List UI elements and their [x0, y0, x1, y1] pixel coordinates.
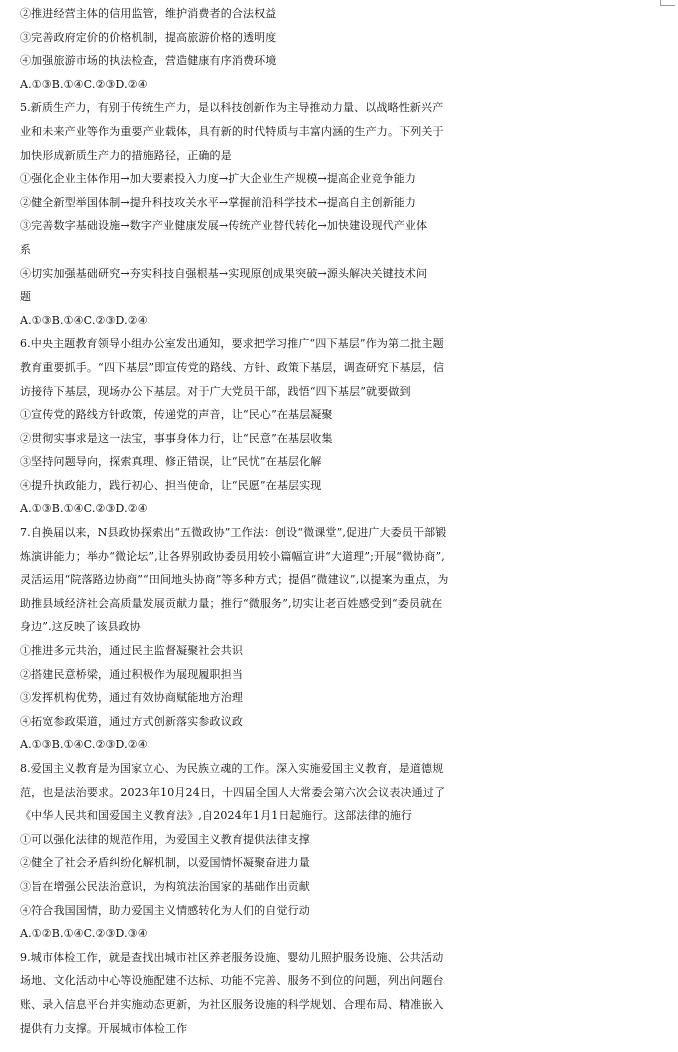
text-line: ③完善数字基础设施→数字产业健康发展→传统产业替代转化→加快建设现代产业体 [20, 219, 428, 233]
text-line: A.①③B.①④C.②③D.②④ [20, 738, 148, 752]
text-line: 6.中央主题教育领导小组办公室发出通知，要求把学习推广“四下基层”作为第二批主题 [20, 337, 444, 351]
text-line: 9.城市体检工作，就是查找出城市社区养老服务设施、婴幼儿照护服务设施、公共活动 [20, 950, 444, 964]
text-line: ③完善政府定价的价格机制，提高旅游价格的透明度 [20, 30, 277, 44]
text-line: ④加强旅游市场的执法检查，营造健康有序消费环境 [20, 54, 277, 68]
text-line: 助推县域经济社会高质量发展贡献力量；推行“微服务”,切实让老百姓感受到“委员就在 [20, 596, 443, 610]
text-line: 7.自换届以来，N县政协探索出“五微政协”工作法：创设“微课堂”,促进广大委员干部锻 [20, 526, 447, 540]
text-line: ②健全新型举国体制→提升科技攻关水平→掌握前沿科学技术→提高自主创新能力 [20, 195, 417, 209]
text-line: 题 [20, 290, 32, 304]
text-line: 范，也是法治要求。2023年10月24日，十四届全国人大常委会第六次会议表决通过了 [20, 785, 446, 799]
text-line: 提供有力支撑。开展城市体检工作 [20, 1021, 188, 1035]
text-line: 账、录入信息平台并实施动态更新，为社区服务设施的科学规划、合理布局、精准嵌入 [20, 997, 444, 1011]
question-text-block [20, 2, 670, 1040]
text-line: 8.爱国主义教育是为国家立心、为民族立魂的工作。深入实施爱国主义教育，是道德规 [20, 762, 444, 775]
text-line: ②推进经营主体的信用监管，维护消费者的合法权益 [20, 7, 277, 20]
text-line: 业和未来产业等作为重要产业载体，具有新的时代特质与丰富内涵的生产力。下列关于 [20, 124, 444, 138]
page-corner-mark [660, 0, 675, 6]
text-line: ④符合我国国情，助力爱国主义情感转化为人们的自觉行动 [20, 903, 310, 917]
text-line: 5.新质生产力，有别于传统生产力，是以科技创新作为主导推动力量、以战略性新兴产 [20, 101, 444, 115]
text-line: ④提升执政能力，践行初心、担当使命，让“民愿”在基层实现 [20, 478, 322, 492]
text-line: 身边”.这反映了该县政协 [20, 620, 141, 634]
text-line: ①宣传党的路线方针政策，传递党的声音，让“民心”在基层凝聚 [20, 408, 333, 422]
text-line: A.①③B.①④C.②③D.②④ [20, 77, 148, 91]
text-line: 加快形成新质生产力的措施路径，正确的是 [20, 148, 232, 162]
text-line: ①强化企业主体作用→加大要素投入力度→扩大企业生产规模→提高企业竞争能力 [20, 172, 417, 186]
text-line: ②搭建民意桥梁，通过积极作为展现履职担当 [20, 667, 243, 681]
text-line: 《中华人民共和国爱国主义教育法》,自2024年1月1日起施行。这部法律的施行 [20, 809, 413, 823]
text-line: ④切实加强基础研究→夯实科技自强根基→实现原创成果突破→源头解决关键技术问 [20, 266, 428, 280]
text-line: A.①③B.①④C.②③D.②④ [20, 502, 148, 516]
text-line: 场地、文化活动中心等设施配建不达标、功能不完善、服务不到位的问题，列出问题台 [20, 974, 444, 988]
text-line: 系 [20, 242, 32, 256]
text-line: ③旨在增强公民法治意识，为构筑法治国家的基础作出贡献 [20, 879, 310, 893]
text-line: ②健全了社会矛盾纠纷化解机制，以爱国情怀凝聚奋进力量 [20, 856, 310, 870]
text-line: 访接待下基层，现场办公下基层。对于广大党员干部，践悟“四下基层”就要做到 [20, 384, 411, 398]
text-line: ③发挥机构优势，通过有效协商赋能地方治理 [20, 691, 243, 705]
text-line: A.①③B.①④C.②③D.②④ [20, 313, 148, 327]
text-line: ③坚持问题导向，探索真理、修正错误，让“民忧”在基层化解 [20, 455, 322, 469]
text-line: 教育重要抓手。“四下基层”即宣传党的路线、方针、政策下基层，调查研究下基层，信 [20, 360, 445, 374]
text-line: ①推进多元共治，通过民主监督凝聚社会共识 [20, 644, 243, 658]
text-line: ①可以强化法律的规范作用，为爱国主义教育提供法律支撑 [20, 832, 310, 846]
text-line: ②贯彻实事求是这一法宝，事事身体力行，让“民意”在基层收集 [20, 431, 333, 445]
text-line: 炼演讲能力；举办“微论坛”,让各界别政协委员用较小篇幅宣讲“大道理”;开展“微协商”, [20, 549, 445, 563]
text-line: 灵活运用“院落路边协商”“田间地头协商”等多种方式；提倡“微建议”,以提案为重点，为 [20, 573, 449, 587]
text-line: ④拓宽参政渠道，通过方式创新落实参政议政 [20, 714, 243, 728]
text-line: A.①②B.①④C.②③D.③④ [20, 927, 148, 941]
